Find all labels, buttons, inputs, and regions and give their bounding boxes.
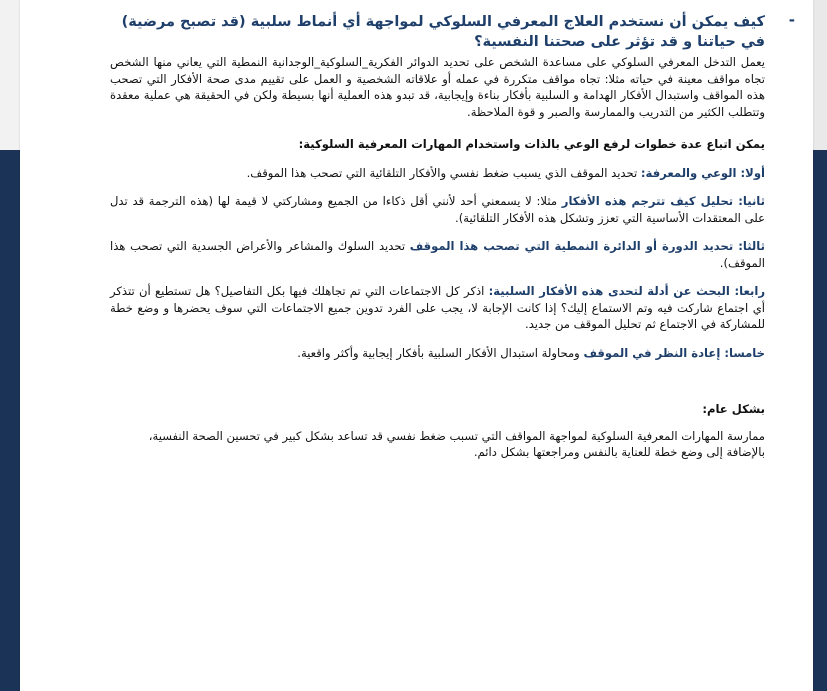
step-2: [110, 193, 765, 226]
step-label: خامسا: إعادة النظر في الموقف: [583, 345, 765, 360]
step-1: [110, 165, 765, 182]
step-4: [110, 283, 765, 333]
step-text: تحديد السلوك والمشاعر والأعراض الجسدية التي تصحب هذا الموقف).: [110, 239, 765, 270]
step-label: ثانيا: تحليل كيف تترجم هذه الأفكار: [561, 194, 766, 208]
step-text: اذكر كل الاجتماعات التي تم تجاهلك فيها بكل التفاصيل؟ هل تستطيع أن تتذكر أي اجتماع شاركت فيه وتم الاستماع إليك؟ إذا كانت الإجابة لا، يجب على الفرد تدوين جميع الاجتماعات التي سوف يحضرها و وضع خطة للمشاركة في الاجتماع ثم تحليل الموقف من جديد.: [110, 284, 765, 331]
step-label: أولا: الوعي والمعرفة:: [640, 165, 765, 180]
bullet-dash: -: [788, 11, 795, 29]
step-3: [110, 238, 765, 271]
step-text: ومحاولة استبدال الأفكار السلبية بأفكار إيجابية وأكثر واقعية.: [297, 345, 584, 360]
steps-heading: يمكن اتباع عدة خطوات لرفع الوعي بالذات واستخدام المهارات المعرفية السلوكية:: [298, 137, 765, 151]
document-content: [110, 11, 795, 461]
intro-paragraph: يعمل التدخل المعرفي السلوكي على مساعدة الشخص على تحديد الدوائر الفكرية_السلوكية_الوجدانية النمطية التي يعاني منها الشخص تجاه مواقف معينة في حياته مثلا: تجاه مواقف متكررة في عمله أو علاقاته الشخصية و العمل على تقييم مدى صحة الأفكار التي تصحب هذه المواقف واستبدال الأفكار الهدامة و السلبية بأفكار بناءة وإيجابية، قد تبدو هذه العملية أنها بسيطة ولكن في الحقيقة هي عملية معقدة وتتطلب الكثير من التدريب والممارسة والصبر و قوة الملاحظة.: [110, 55, 765, 119]
step-5: [110, 345, 765, 362]
document-page: [20, 0, 813, 691]
document-title: كيف يمكن أن نستخدم العلاج المعرفي السلوكي لمواجهة أي أنماط سلبية (قد تصبح مرضية) في حياتنا و قد تؤثر على صحتنا النفسية؟: [121, 14, 765, 50]
general-paragraph: ممارسة المهارات المعرفية السلوكية لمواجهة المواقف التي تسبب ضغط نفسي قد تساعد بشكل كبير في تحسين الصحة النفسية، بالإضافة إلى وضع خطة للعناية بالنفس ومراجعتها بشكل دائم.: [148, 428, 765, 459]
title-row: [110, 11, 795, 52]
step-text: تحديد الموقف الذي يسبب ضغط نفسي والأفكار التلقائية التي تصحب هذا الموقف.: [246, 165, 641, 180]
step-label: ثالثا: تحديد الدورة أو الدائرة النمطية التي تصحب هذا الموقف: [409, 239, 765, 253]
step-label: رابعا: البحث عن أدلة لتحدى هذه الأفكار السلبية:: [488, 284, 765, 298]
general-heading: بشكل عام:: [702, 402, 765, 416]
step-text: مثلا: لا يسمعني أحد لأنني أقل ذكاءا من الجميع ومشاركتي لا قيمة لها (هذه الترجمة قد تدل على المعتقدات الأساسية التي تعزز وتشكل هذه الأفكار التلقائية).: [110, 194, 765, 225]
